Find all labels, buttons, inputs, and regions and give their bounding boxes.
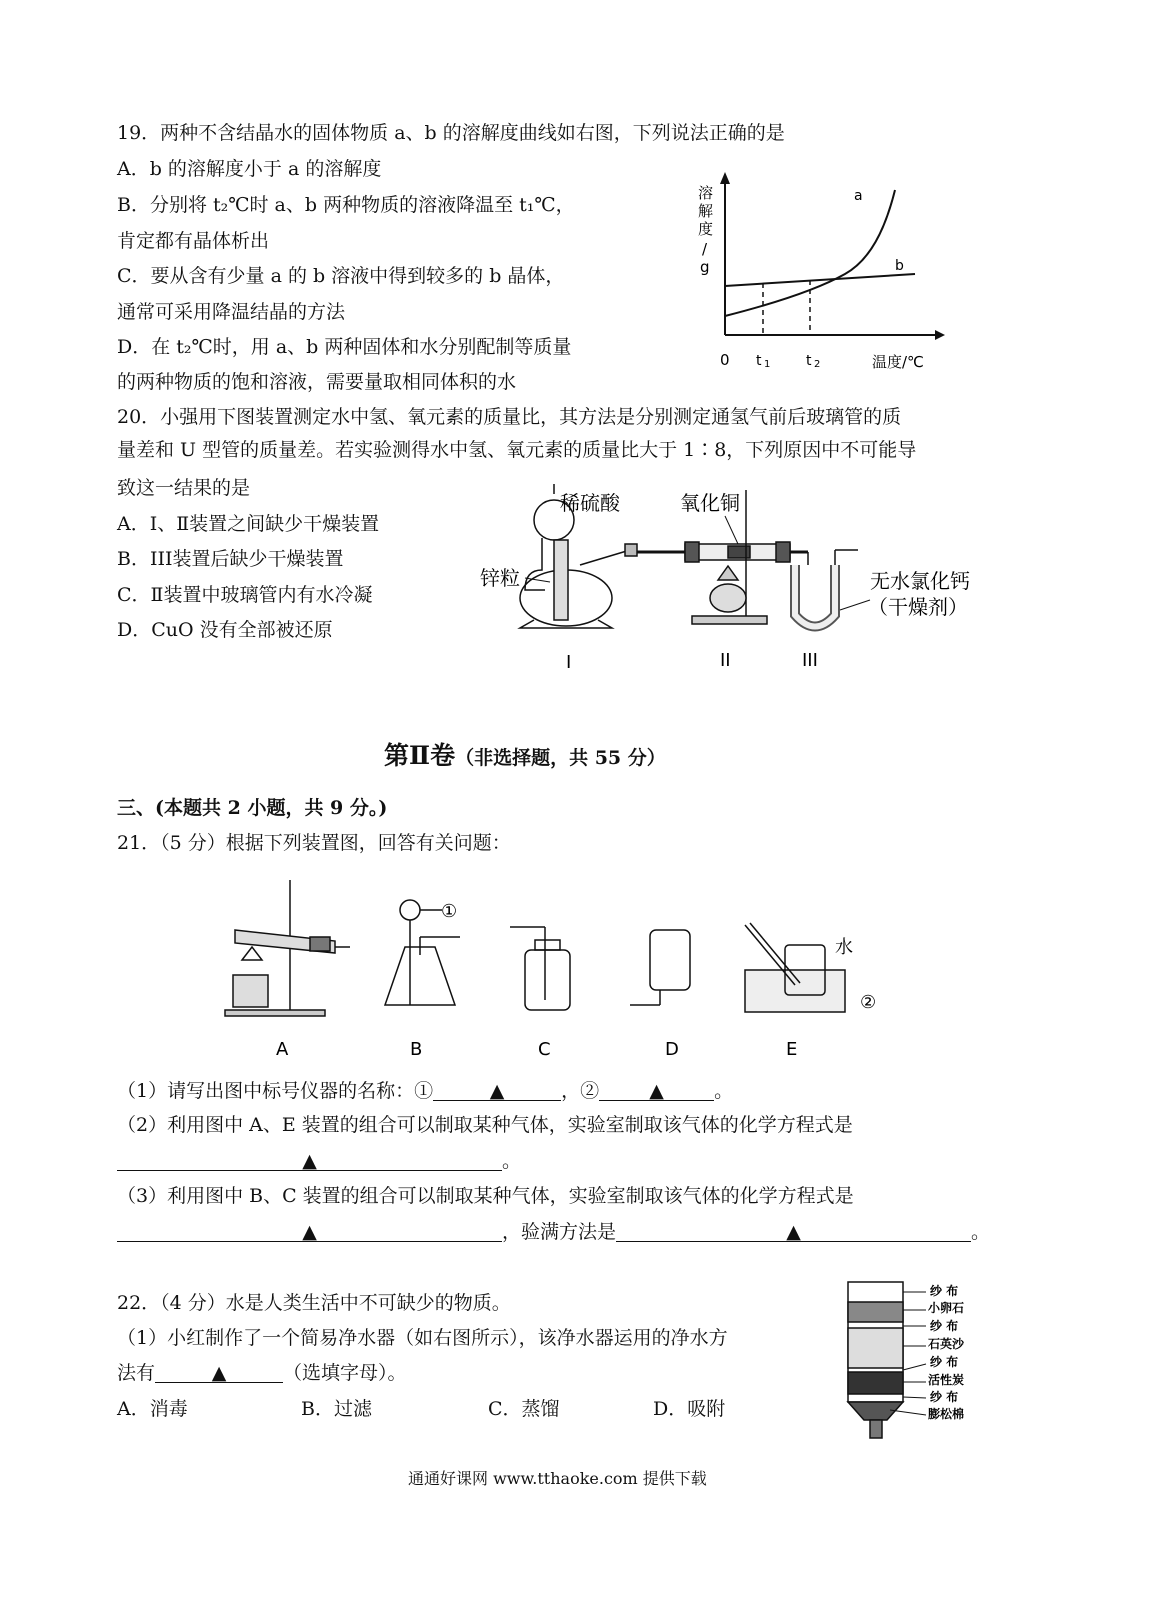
q21-part1-end: 。 bbox=[714, 1080, 734, 1102]
water-filter-figure bbox=[840, 1280, 990, 1445]
q22-option-d: D．吸附 bbox=[653, 1398, 726, 1420]
q21-part3-answer bbox=[117, 1221, 990, 1243]
q20-option-b: B．III装置后缺少干燥装置 bbox=[117, 548, 344, 570]
filter-label-6: 活性炭 bbox=[928, 1373, 965, 1387]
q22-part1-line1: （1）小红制作了一个简易净水器（如右图所示），该净水器运用的净水方 bbox=[117, 1327, 728, 1349]
q22-part1-post: （选填字母）。 bbox=[283, 1362, 407, 1384]
q22-part1-pre: 法有 bbox=[117, 1362, 156, 1384]
apparatus-figure-q20 bbox=[470, 480, 1010, 680]
q21-part1 bbox=[117, 1080, 733, 1102]
label-III: III bbox=[802, 650, 818, 671]
t1-sub: 1 bbox=[764, 359, 771, 370]
mark-2: ② bbox=[860, 992, 877, 1013]
curve-a-label: a bbox=[854, 188, 863, 204]
filter-label-5: 纱 布 bbox=[930, 1355, 959, 1369]
q21-part1-mid: ，② bbox=[561, 1080, 600, 1102]
q21-part3-mid: ，验满方法是 bbox=[502, 1221, 617, 1243]
curve-b bbox=[725, 274, 915, 286]
answer-blank-6[interactable] bbox=[155, 1362, 283, 1383]
y-label-2: 解 bbox=[698, 202, 714, 220]
label-A: A bbox=[276, 1039, 289, 1060]
label-cacl2: 无水氯化钙 bbox=[870, 569, 970, 593]
q22-option-c: C．蒸馏 bbox=[488, 1398, 560, 1420]
label-cuo: 氧化铜 bbox=[680, 491, 740, 515]
label-D: D bbox=[665, 1039, 679, 1060]
solubility-graph bbox=[690, 170, 950, 380]
section-title-main: 第Ⅱ卷 bbox=[384, 741, 456, 770]
q21-part2: （2）利用图中 A、E 装置的组合可以制取某种气体，实验室制取该气体的化学方程式是 bbox=[117, 1114, 853, 1136]
part3-heading: 三、(本题共 2 小题，共 9 分。) bbox=[117, 797, 388, 819]
origin-label: 0 bbox=[720, 351, 730, 369]
q21-part1-text: （1）请写出图中标号仪器的名称：① bbox=[117, 1080, 434, 1102]
charcoal-layer bbox=[848, 1372, 903, 1394]
y-label-5: g bbox=[700, 258, 710, 276]
footer: 通通好课网 www.tthaoke.com 提供下载 bbox=[408, 1469, 707, 1488]
q19-option-c-line2: 通常可采用降温结晶的方法 bbox=[117, 301, 346, 323]
q19-option-d-line1: D．在 t₂℃时，用 a、b 两种固体和水分别配制等质量 bbox=[117, 336, 572, 358]
q19-option-b-line1: B．分别将 t₂℃时 a、b 两种物质的溶液降温至 t₁℃， bbox=[117, 194, 575, 216]
x-label: 温度/℃ bbox=[872, 353, 924, 371]
q20-stem-line2: 量差和 U 型管的质量差。若实验测得水中氢、氧元素的质量比大于 1∶8，下列原因中不可能导 bbox=[117, 439, 917, 461]
q22-stem: 22．（4 分）水是人类生活中不可缺少的物质。 bbox=[117, 1292, 511, 1314]
curve-b-label: b bbox=[895, 258, 904, 274]
y-label-3: 度 bbox=[698, 220, 714, 238]
q22-part1-line2 bbox=[117, 1362, 407, 1384]
filter-label-3: 纱 布 bbox=[930, 1319, 959, 1333]
q20-option-d: D．CuO 没有全部被还原 bbox=[117, 619, 333, 641]
apparatus-C bbox=[510, 927, 570, 1010]
q19-option-c-line1: C．要从含有少量 a 的 b 溶液中得到较多的 b 晶体， bbox=[117, 265, 565, 287]
answer-mark: ▲ bbox=[649, 1080, 664, 1102]
q20-stem-line1: 20．小强用下图装置测定水中氢、氧元素的质量比，其方法是分别测定通氢气前后玻璃管的质 bbox=[117, 406, 902, 428]
curve-a bbox=[725, 190, 895, 316]
apparatus-D bbox=[630, 930, 690, 1005]
apparatus-A bbox=[225, 880, 350, 1016]
y-axis-arrow bbox=[720, 172, 730, 184]
q19-option-a: A．b 的溶解度小于 a 的溶解度 bbox=[117, 158, 382, 180]
label-zinc: 锌粒 bbox=[480, 566, 520, 590]
label-water: 水 bbox=[835, 937, 853, 958]
answer-mark: ▲ bbox=[211, 1362, 227, 1384]
label-C: C bbox=[538, 1039, 551, 1060]
section-title-note: （非选择题，共 55 分） bbox=[455, 747, 666, 769]
q20-stem-line3: 致这一结果的是 bbox=[117, 477, 251, 499]
pebbles-layer bbox=[848, 1302, 903, 1322]
answer-mark: ▲ bbox=[302, 1150, 317, 1172]
q22-option-b: B．过滤 bbox=[301, 1398, 372, 1420]
label-I: I bbox=[566, 652, 572, 673]
filter-label-8: 膨松棉 bbox=[928, 1407, 965, 1421]
q22-option-a: A．消毒 bbox=[117, 1398, 188, 1420]
q21-stem: 21．（5 分）根据下列装置图，回答有关问题： bbox=[117, 832, 511, 854]
answer-blank-4[interactable] bbox=[117, 1221, 502, 1242]
q21-part3: （3）利用图中 B、C 装置的组合可以制取某种气体，实验室制取该气体的化学方程式是 bbox=[117, 1185, 854, 1207]
answer-blank-3[interactable] bbox=[117, 1150, 502, 1171]
answer-mark: ▲ bbox=[489, 1080, 505, 1102]
label-acid: 稀硫酸 bbox=[560, 491, 620, 515]
answer-mark: ▲ bbox=[302, 1221, 317, 1243]
t2-sub: 2 bbox=[814, 359, 821, 370]
answer-blank-1[interactable] bbox=[433, 1080, 561, 1101]
filter-label-4: 石英沙 bbox=[928, 1337, 965, 1351]
answer-blank-2[interactable] bbox=[599, 1080, 714, 1101]
section-title bbox=[384, 742, 666, 772]
apparatus-figure-q21 bbox=[220, 875, 900, 1065]
apparatus-E bbox=[745, 923, 845, 1012]
apparatus-III bbox=[795, 550, 858, 627]
label-E: E bbox=[786, 1039, 798, 1060]
label-B: B bbox=[410, 1039, 423, 1060]
q20-option-c: C．Ⅱ装置中玻璃管内有水冷凝 bbox=[117, 584, 373, 606]
answer-mark: ▲ bbox=[786, 1221, 801, 1243]
answer-blank-5[interactable] bbox=[616, 1221, 971, 1242]
q20-option-a: A．Ⅰ、Ⅱ装置之间缺少干燥装置 bbox=[117, 513, 380, 535]
x-axis-arrow bbox=[935, 330, 945, 340]
filter-label-7: 纱 布 bbox=[930, 1390, 959, 1404]
q19-option-b-line2: 肯定都有晶体析出 bbox=[117, 230, 270, 252]
mark-1: ① bbox=[441, 901, 458, 922]
y-label-4: / bbox=[702, 240, 708, 258]
q19-stem: 19．两种不含结晶水的固体物质 a、b 的溶解度曲线如右图，下列说法正确的是 bbox=[117, 122, 785, 144]
label-desiccant: （干燥剂） bbox=[868, 595, 968, 619]
t2-label: t bbox=[806, 353, 812, 369]
q21-part3-end: 。 bbox=[971, 1221, 991, 1243]
q21-part2-end: 。 bbox=[502, 1150, 522, 1172]
label-II: II bbox=[720, 650, 731, 671]
filter-label-1: 纱 布 bbox=[930, 1284, 959, 1298]
sand-layer bbox=[848, 1328, 903, 1368]
q21-part2-answer bbox=[117, 1150, 521, 1172]
filter-label-2: 小卵石 bbox=[928, 1301, 965, 1315]
q19-option-d-line2: 的两种物质的饱和溶液，需要量取相同体积的水 bbox=[117, 371, 517, 393]
y-label-1: 溶 bbox=[698, 184, 714, 202]
t1-label: t bbox=[756, 353, 762, 369]
